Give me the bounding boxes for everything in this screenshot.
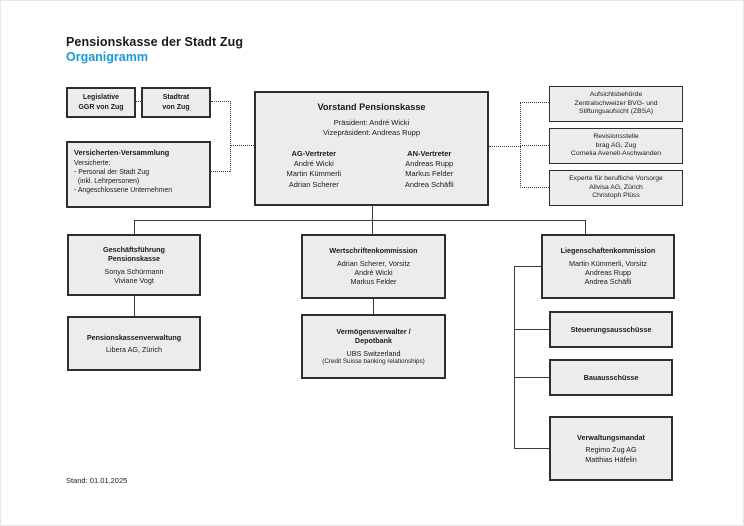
member-name: Regimo Zug AG	[585, 445, 637, 455]
box-title: Versicherten-Versammlung	[74, 148, 170, 157]
box-title-line: Verwaltungsmandat	[577, 432, 645, 442]
connector-row2-horizontal	[134, 220, 586, 221]
box-bauausschuesse	[549, 359, 673, 396]
box-text-line: Aufsichtsbehörde	[589, 90, 643, 98]
connector-steuerungsausschuesse-link	[514, 329, 549, 330]
connector-lower-right-spine	[514, 266, 515, 449]
box-text-line: (inkl. Lehrpersonen)	[74, 177, 140, 185]
connector-revisionsstelle-link	[520, 145, 549, 146]
box-title-line: Wertschriftenkommission	[329, 246, 418, 256]
connector-wertschriften-depotbank	[373, 299, 374, 314]
box-vermoegensverwalter-depotbank	[301, 314, 446, 379]
box-stadtrat	[141, 87, 211, 118]
bank-note: (Credit Suisse banking relationships)	[322, 357, 425, 365]
box-text-line: Stiftungsaufsicht (ZBSA)	[578, 108, 654, 116]
box-title-line: Depotbank	[354, 336, 393, 346]
box-versicherten-versammlung	[66, 141, 211, 208]
box-text-line: Cornelia Avenell-Aschwanden	[570, 150, 662, 158]
member-name: Markus Felder	[350, 277, 397, 287]
member-name: Viviane Vogt	[114, 275, 154, 285]
connector-bauausschuesse-link	[514, 377, 549, 378]
box-title-line: Geschäftsführung	[103, 244, 165, 254]
member-name: Andreas Rupp	[585, 268, 631, 277]
box-text-line: Zentralschweizer BVG- und	[574, 99, 658, 107]
box-title: Vorstand Pensionskasse	[317, 102, 426, 112]
box-legislative-ggr	[66, 87, 136, 118]
box-text-line: brag AG, Zug	[595, 141, 637, 149]
box-vorstand-pensionskasse	[254, 91, 489, 206]
praesident-line: Präsident: André Wicki	[333, 117, 410, 127]
column-header: AN-Vertreter	[407, 149, 452, 159]
member-name: André Wicki	[293, 159, 334, 169]
member-name: Andrea Schäfli	[404, 179, 454, 189]
box-text-line: Stadtrat	[162, 94, 190, 102]
connector-stadtrat-out	[211, 101, 231, 102]
box-title-line: Bauausschüsse	[583, 372, 639, 382]
box-title-line: Pensionskassenverwaltung	[86, 332, 182, 342]
box-revisionsstelle	[549, 128, 683, 164]
member-name: Adrian Scherer	[288, 179, 339, 189]
member-name: Sonya Schürmann	[104, 266, 164, 276]
box-pensionskassenverwaltung	[67, 316, 201, 371]
member-name: Libera AG, Zürich	[106, 345, 162, 354]
box-steuerungsausschuesse	[549, 311, 673, 348]
box-wertschriftenkommission	[301, 234, 446, 299]
an-vertreter-column	[372, 149, 488, 190]
box-aufsichtsbehoerde	[549, 86, 683, 122]
member-name: Adrian Scherer, Vorsitz	[336, 258, 411, 268]
member-name: Martin Kümmerli, Vorsitz	[569, 258, 647, 268]
connector-verwaltungsmandat-link	[514, 448, 549, 449]
page-subtitle: Organigramm	[66, 50, 148, 64]
member-name: Andreas Rupp	[405, 159, 454, 169]
box-geschaeftsfuehrung	[67, 234, 201, 296]
connector-liegenschaften-left	[514, 266, 541, 267]
member-name: Martin Kümmerli	[286, 169, 342, 179]
box-title-line: Pensionskasse	[108, 254, 160, 264]
member-name: Markus Felder	[405, 169, 454, 179]
member-name: UBS Switzerland	[346, 348, 401, 358]
box-verwaltungsmandat	[549, 416, 673, 481]
connector-legislative-stadtrat	[136, 101, 141, 102]
connector-to-vorstand-left	[230, 145, 254, 146]
connector-left-dotted-spine	[230, 101, 231, 172]
box-text-line: von Zug	[162, 103, 190, 111]
box-text-line: Legislative	[82, 94, 120, 102]
connector-experte-link	[520, 187, 549, 188]
box-text-line: GGR von Zug	[78, 103, 124, 111]
connector-geschaeftsfuehrung-drop	[134, 220, 135, 234]
status-date: Stand: 01.01.2025	[66, 476, 128, 485]
box-text-line: Experte für berufliche Vorsorge	[569, 174, 663, 182]
member-name: Matthias Häfelin	[585, 454, 637, 464]
column-header: AG-Vertreter	[291, 149, 337, 159]
member-name: André Wicki	[354, 268, 393, 277]
connector-versicherten-link	[211, 171, 230, 172]
box-text-line: - Personal der Stadt Zug	[74, 168, 150, 176]
member-name: Andrea Schäfli	[584, 277, 632, 287]
ag-vertreter-column	[256, 149, 372, 190]
connector-vorstand-right-out	[489, 146, 521, 147]
connector-aufsichtsbehoerde-link	[520, 102, 549, 103]
vizepraesident-line: Vizepräsident: Andreas Rupp	[322, 128, 420, 138]
page-title: Pensionskasse der Stadt Zug	[66, 35, 244, 49]
box-text-line: Christoph Plüss	[592, 192, 640, 200]
box-text-line: Allvisa AG, Zürich	[589, 183, 643, 191]
box-title-line: Steuerungsausschüsse	[570, 324, 652, 334]
box-title-line: Vermögensverwalter /	[336, 326, 411, 336]
box-experte-berufliche-vorsorge	[549, 170, 683, 206]
box-title-line: Liegenschaftenkommission	[560, 246, 656, 256]
connector-liegenschaften-drop	[585, 220, 586, 234]
connector-gf-verwaltung	[134, 296, 135, 316]
box-text-line: - Angeschlossene Unternehmen	[74, 186, 173, 194]
box-text-line: Revisionsstelle	[593, 132, 639, 140]
box-text-line: Versicherte:	[74, 159, 111, 167]
box-liegenschaftenkommission	[541, 234, 675, 299]
